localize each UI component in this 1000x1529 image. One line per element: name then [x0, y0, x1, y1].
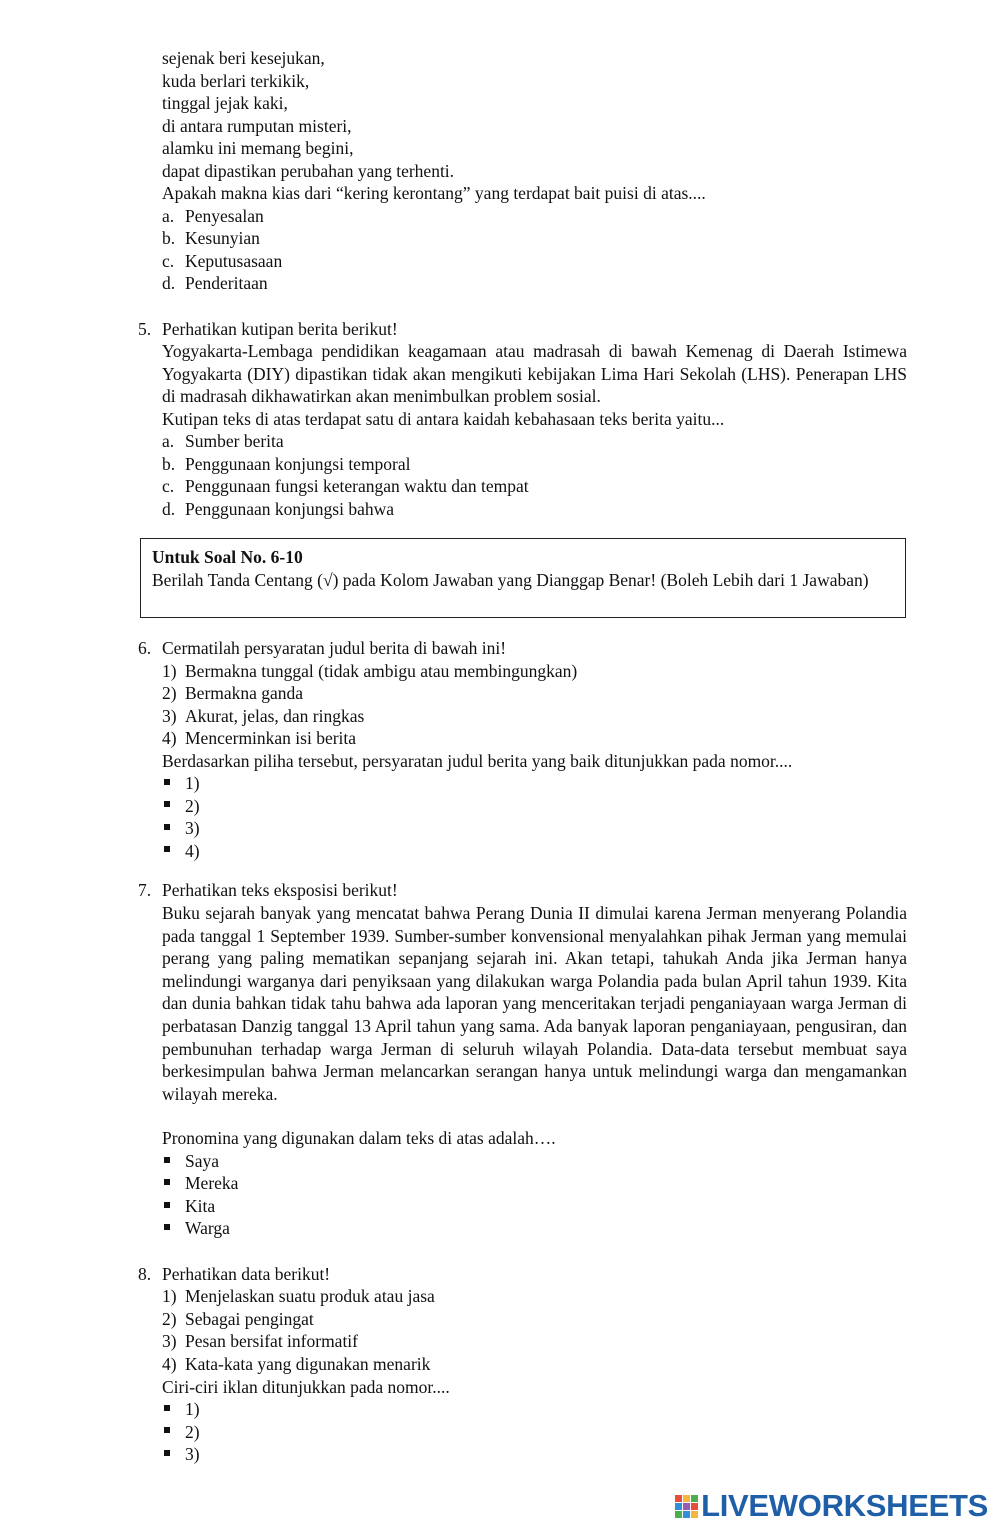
checkbox-bullet-icon[interactable]	[164, 1427, 170, 1433]
q8-choice-2[interactable]: 2)	[185, 1422, 200, 1442]
checkbox-bullet-icon[interactable]	[164, 801, 170, 807]
poem-line: kuda berlari terkikik,	[162, 71, 310, 91]
q6-choice-2[interactable]: 2)	[185, 796, 200, 816]
q6-choice-1[interactable]: 1)	[185, 773, 200, 793]
checkbox-bullet-icon[interactable]	[164, 1202, 170, 1208]
logo-square	[683, 1503, 690, 1510]
logo-square	[683, 1495, 690, 1502]
liveworksheets-logo	[675, 1489, 988, 1523]
checkbox-bullet-icon[interactable]	[164, 1224, 170, 1230]
logo-square	[675, 1495, 682, 1502]
instruction-box	[140, 538, 906, 618]
q4-option-a[interactable]: a. Penyesalan	[162, 206, 264, 226]
q6-prompt: Cermatilah persyaratan judul berita di bawah ini!	[162, 638, 507, 658]
q5-prompt: Perhatikan kutipan berita berikut!	[162, 319, 398, 339]
q7-choice-warga[interactable]: Warga	[185, 1218, 230, 1238]
q4-question: Apakah makna kias dari “kering kerontang” yang terdapat bait puisi di atas....	[162, 183, 706, 203]
q5-passage: Yogyakarta-Lembaga pendidikan keagamaan atau madrasah di bawah Kemenag di Daerah Istimewa Yogyakarta (DIY) dipastikan tidak akan mengikuti kebijakan Lima Hari Sekolah (LHS). Penerapan LHS di madrasah dikhawatirkan akan menimbulkan problem sosial.	[162, 341, 907, 407]
q8-item: 2) Sebagai pengingat	[162, 1309, 314, 1329]
logo-square	[691, 1511, 698, 1518]
q5-option-d[interactable]: d. Penggunaan konjungsi bahwa	[162, 499, 394, 519]
q6-question: Berdasarkan piliha tersebut, persyaratan judul berita yang baik ditunjukkan pada nomor....	[162, 751, 793, 771]
q7-choice-kita[interactable]: Kita	[185, 1196, 216, 1216]
q5-option-a[interactable]: a. Sumber berita	[162, 431, 284, 451]
poem-line: di antara rumputan misteri,	[162, 116, 352, 136]
instruction-box-body: Berilah Tanda Centang (√) pada Kolom Jawaban yang Dianggap Benar! (Boleh Lebih dari 1 Jawaban)	[152, 569, 869, 590]
q5-number: 5.	[138, 319, 152, 339]
q6-number: 6.	[138, 638, 152, 658]
logo-square	[691, 1495, 698, 1502]
q5-question: Kutipan teks di atas terdapat satu di antara kaidah kebahasaan teks berita yaitu...	[162, 409, 725, 429]
q8-number: 8.	[138, 1264, 152, 1284]
q4-option-b[interactable]: b. Kesunyian	[162, 228, 260, 248]
q8-prompt: Perhatikan data berikut!	[162, 1264, 331, 1284]
q6-item: 4) Mencerminkan isi berita	[162, 728, 357, 748]
q7-prompt: Perhatikan teks eksposisi berikut!	[162, 880, 398, 900]
q8-item: 4) Kata-kata yang digunakan menarik	[162, 1354, 431, 1374]
q7-passage: Buku sejarah banyak yang mencatat bahwa Perang Dunia II dimulai karena Jerman menyerang Polandia pada tanggal 1 September 1939. Sumber-sumber konvensional menyalahkan pihak Jerman yang memulai perang yang paling mematikan sepanjang sejarah ini. Akan tetapi, tahukah Anda jika Jerman hanya melindungi warganya dari penyiksaan yang dilakukan warga Polandia pada bulan April tahun 1939. Kita dan dunia bahkan tidak tahu bahwa ada laporan yang menceritakan terjadi penganiayaan warga Jerman di perbatasan Danzig tanggal 13 April tahun yang sama. Ada banyak laporan penganiayaan, pengusiran, dan pembunuhan terhadap warga Jerman di seluruh wilayah Polandia. Data-data tersebut membuat saya berkesimpulan bahwa Jerman melancarkan serangan hanya untuk melindungi warga dan mengamankan wilayah mereka.	[162, 903, 907, 1104]
q8-question: Ciri-ciri iklan ditunjukkan pada nomor....	[162, 1377, 450, 1397]
poem-line: dapat dipastikan perubahan yang terhenti.	[162, 161, 455, 181]
poem-line: alamku ini memang begini,	[162, 138, 354, 158]
checkbox-bullet-icon[interactable]	[164, 1405, 170, 1411]
logo-square	[683, 1511, 690, 1518]
checkbox-bullet-icon[interactable]	[164, 846, 170, 852]
checkbox-bullet-icon[interactable]	[164, 1179, 170, 1185]
q5-option-b[interactable]: b. Penggunaan konjungsi temporal	[162, 454, 411, 474]
checkbox-bullet-icon[interactable]	[164, 1450, 170, 1456]
q8-item: 1) Menjelaskan suatu produk atau jasa	[162, 1286, 435, 1306]
logo-square	[691, 1503, 698, 1510]
q7-question: Pronomina yang digunakan dalam teks di atas adalah….	[162, 1128, 556, 1148]
q6-item: 3) Akurat, jelas, dan ringkas	[162, 706, 365, 726]
q4-option-d[interactable]: d. Penderitaan	[162, 273, 268, 293]
q7-choice-saya[interactable]: Saya	[185, 1151, 220, 1171]
poem-line: sejenak beri kesejukan,	[162, 48, 325, 68]
q4-option-c[interactable]: c. Keputusasaan	[162, 251, 283, 271]
checkbox-bullet-icon[interactable]	[164, 1157, 170, 1163]
q6-choice-3[interactable]: 3)	[185, 818, 200, 838]
q7-number: 7.	[138, 880, 152, 900]
checkbox-bullet-icon[interactable]	[164, 824, 170, 830]
q5-option-c[interactable]: c. Penggunaan fungsi keterangan waktu dan tempat	[162, 476, 529, 496]
logo-square	[675, 1503, 682, 1510]
q7-choice-mereka[interactable]: Mereka	[185, 1173, 239, 1193]
q6-item: 1) Bermakna tunggal (tidak ambigu atau membingungkan)	[162, 661, 578, 681]
checkbox-bullet-icon[interactable]	[164, 779, 170, 785]
q8-choice-1[interactable]: 1)	[185, 1399, 200, 1419]
q6-choice-4[interactable]: 4)	[185, 841, 200, 861]
logo-square	[675, 1511, 682, 1518]
poem-line: tinggal jejak kaki,	[162, 93, 288, 113]
q8-choice-3[interactable]: 3)	[185, 1444, 200, 1464]
q8-item: 3) Pesan bersifat informatif	[162, 1331, 359, 1351]
liveworksheets-wordmark: LIVEWORKSHEETS	[701, 1487, 988, 1523]
instruction-box-title: Untuk Soal No. 6-10	[152, 547, 303, 567]
liveworksheets-mark-icon	[675, 1495, 698, 1518]
q6-item: 2) Bermakna ganda	[162, 683, 304, 703]
